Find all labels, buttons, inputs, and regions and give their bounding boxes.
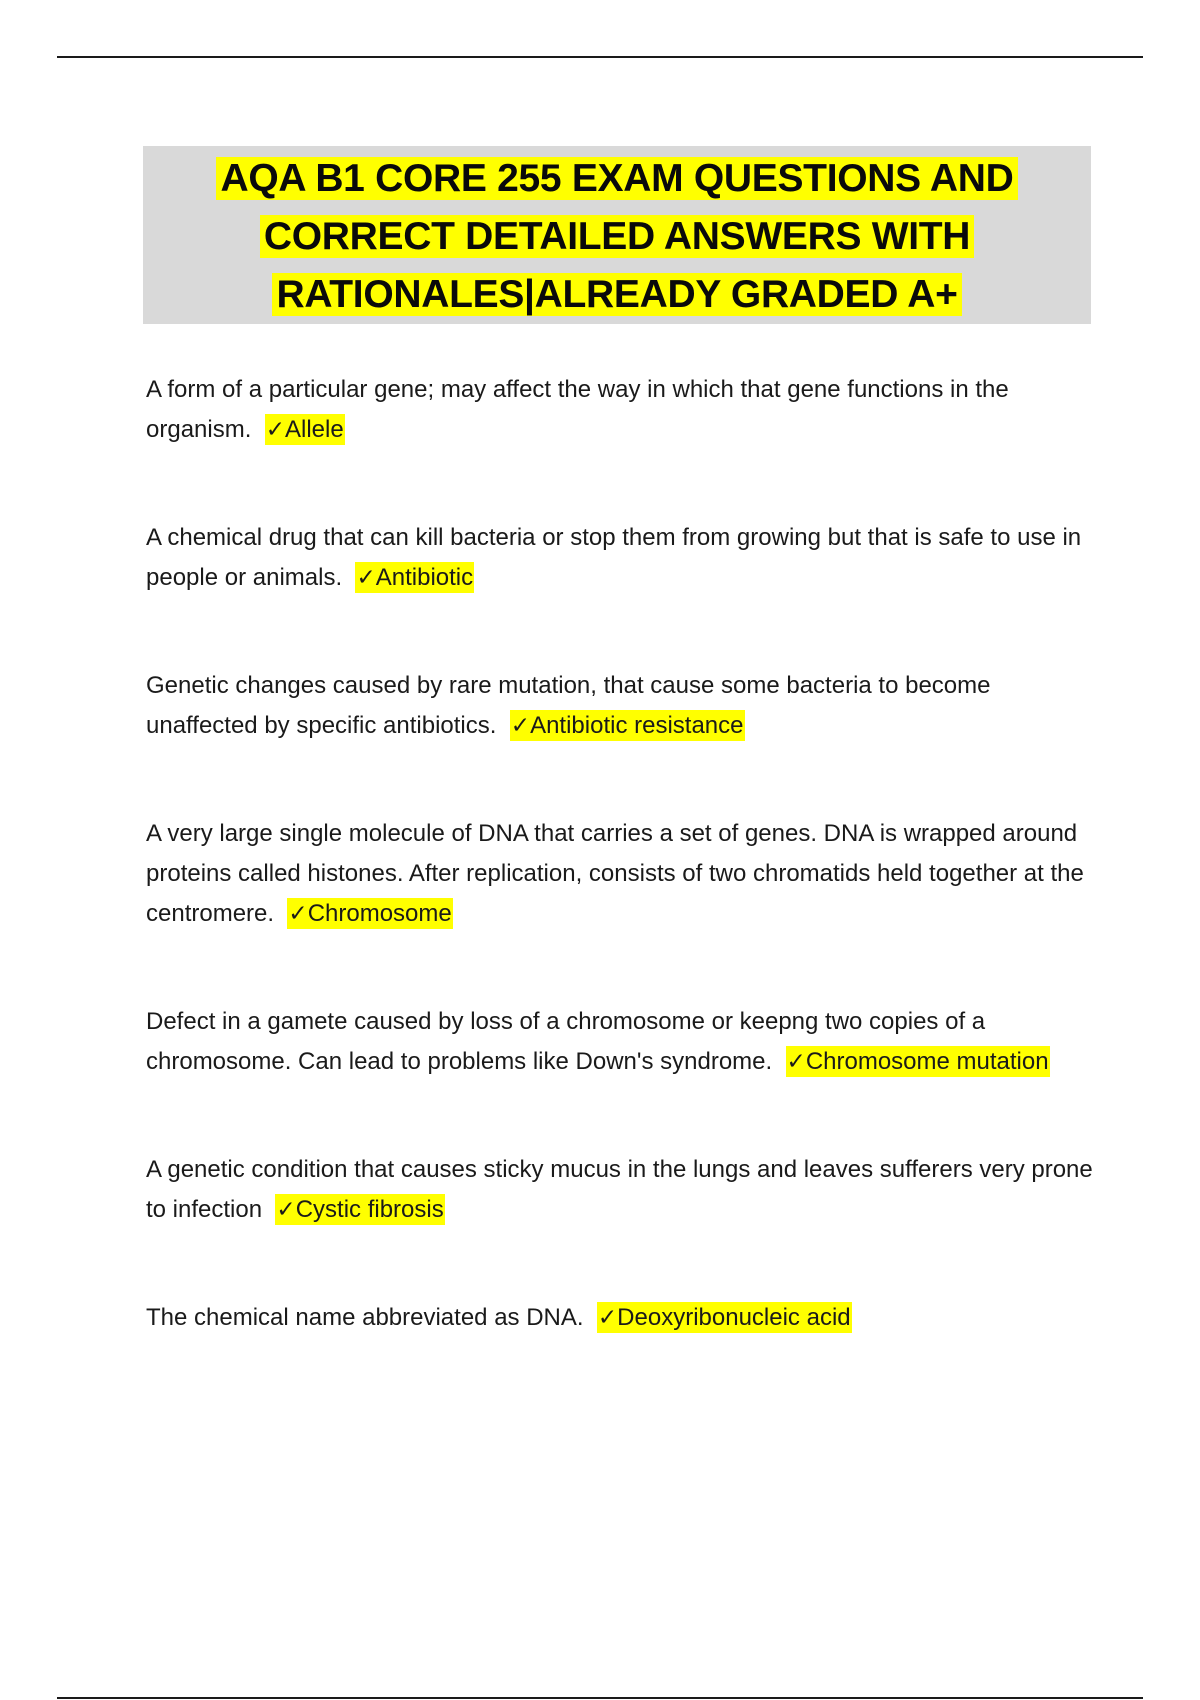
qa-item-antibiotic [146, 518, 1096, 598]
question-text: The chemical name abbreviated as DNA. [146, 1304, 584, 1331]
question-text: A genetic condition that causes sticky mucus in the lungs and leaves sufferers very prone to infection [146, 1156, 1093, 1223]
check-icon: ✓ [597, 1305, 618, 1331]
question-text: A form of a particular gene; may affect the way in which that gene functions in the organism. [146, 376, 1009, 443]
qa-item-chromosome [146, 814, 1096, 934]
question-text: A very large single molecule of DNA that carries a set of genes. DNA is wrapped around proteins called histones. After replication, consists of two chromatids held together at the centromere. [146, 820, 1084, 927]
top-rule [57, 56, 1143, 58]
question-text: A chemical drug that can kill bacteria or stop them from growing but that is safe to use in people or animals. [146, 524, 1082, 591]
answer-highlight [275, 1194, 444, 1225]
answer-text: Antibiotic resistance [530, 712, 744, 739]
answer-text: Chromosome mutation [805, 1048, 1049, 1075]
answer-text: Chromosome [307, 900, 452, 927]
qa-item-allele [146, 370, 1096, 450]
answer-highlight [355, 562, 474, 593]
question-answer-list [146, 370, 1096, 1406]
answer-text: Deoxyribonucleic acid [617, 1304, 851, 1331]
check-icon: ✓ [288, 901, 308, 927]
answer-highlight [265, 414, 345, 445]
answer-highlight [510, 710, 745, 741]
answer-text: Antibiotic [375, 564, 474, 591]
check-icon: ✓ [356, 565, 376, 591]
qa-item-dna [146, 1298, 1096, 1338]
qa-item-antibiotic-resistance [146, 666, 1096, 746]
title-line-1: AQA B1 CORE 255 EXAM QUESTIONS AND [143, 150, 1091, 208]
answer-highlight [597, 1302, 852, 1333]
answer-text: Cystic fibrosis [295, 1196, 444, 1223]
bottom-rule [57, 1697, 1143, 1699]
answer-highlight [786, 1046, 1050, 1077]
check-icon: ✓ [265, 417, 285, 443]
qa-item-cystic-fibrosis [146, 1150, 1096, 1230]
question-text: Defect in a gamete caused by loss of a chromosome or keepng two copies of a chromosome. Can lead to problems like Down's syndrome. [146, 1008, 986, 1075]
check-icon: ✓ [276, 1197, 296, 1223]
qa-item-chromosome-mutation [146, 1002, 1096, 1082]
check-icon: ✓ [786, 1049, 806, 1075]
answer-highlight [287, 898, 452, 929]
title-line-2: CORRECT DETAILED ANSWERS WITH [143, 208, 1091, 266]
question-text: Genetic changes caused by rare mutation, that cause some bacteria to become unaffected by specific antibiotics. [146, 672, 991, 739]
check-icon: ✓ [510, 713, 531, 739]
document-title-box [143, 146, 1091, 324]
answer-text: Allele [285, 416, 344, 443]
title-line-3: RATIONALES|ALREADY GRADED A+ [143, 266, 1091, 324]
